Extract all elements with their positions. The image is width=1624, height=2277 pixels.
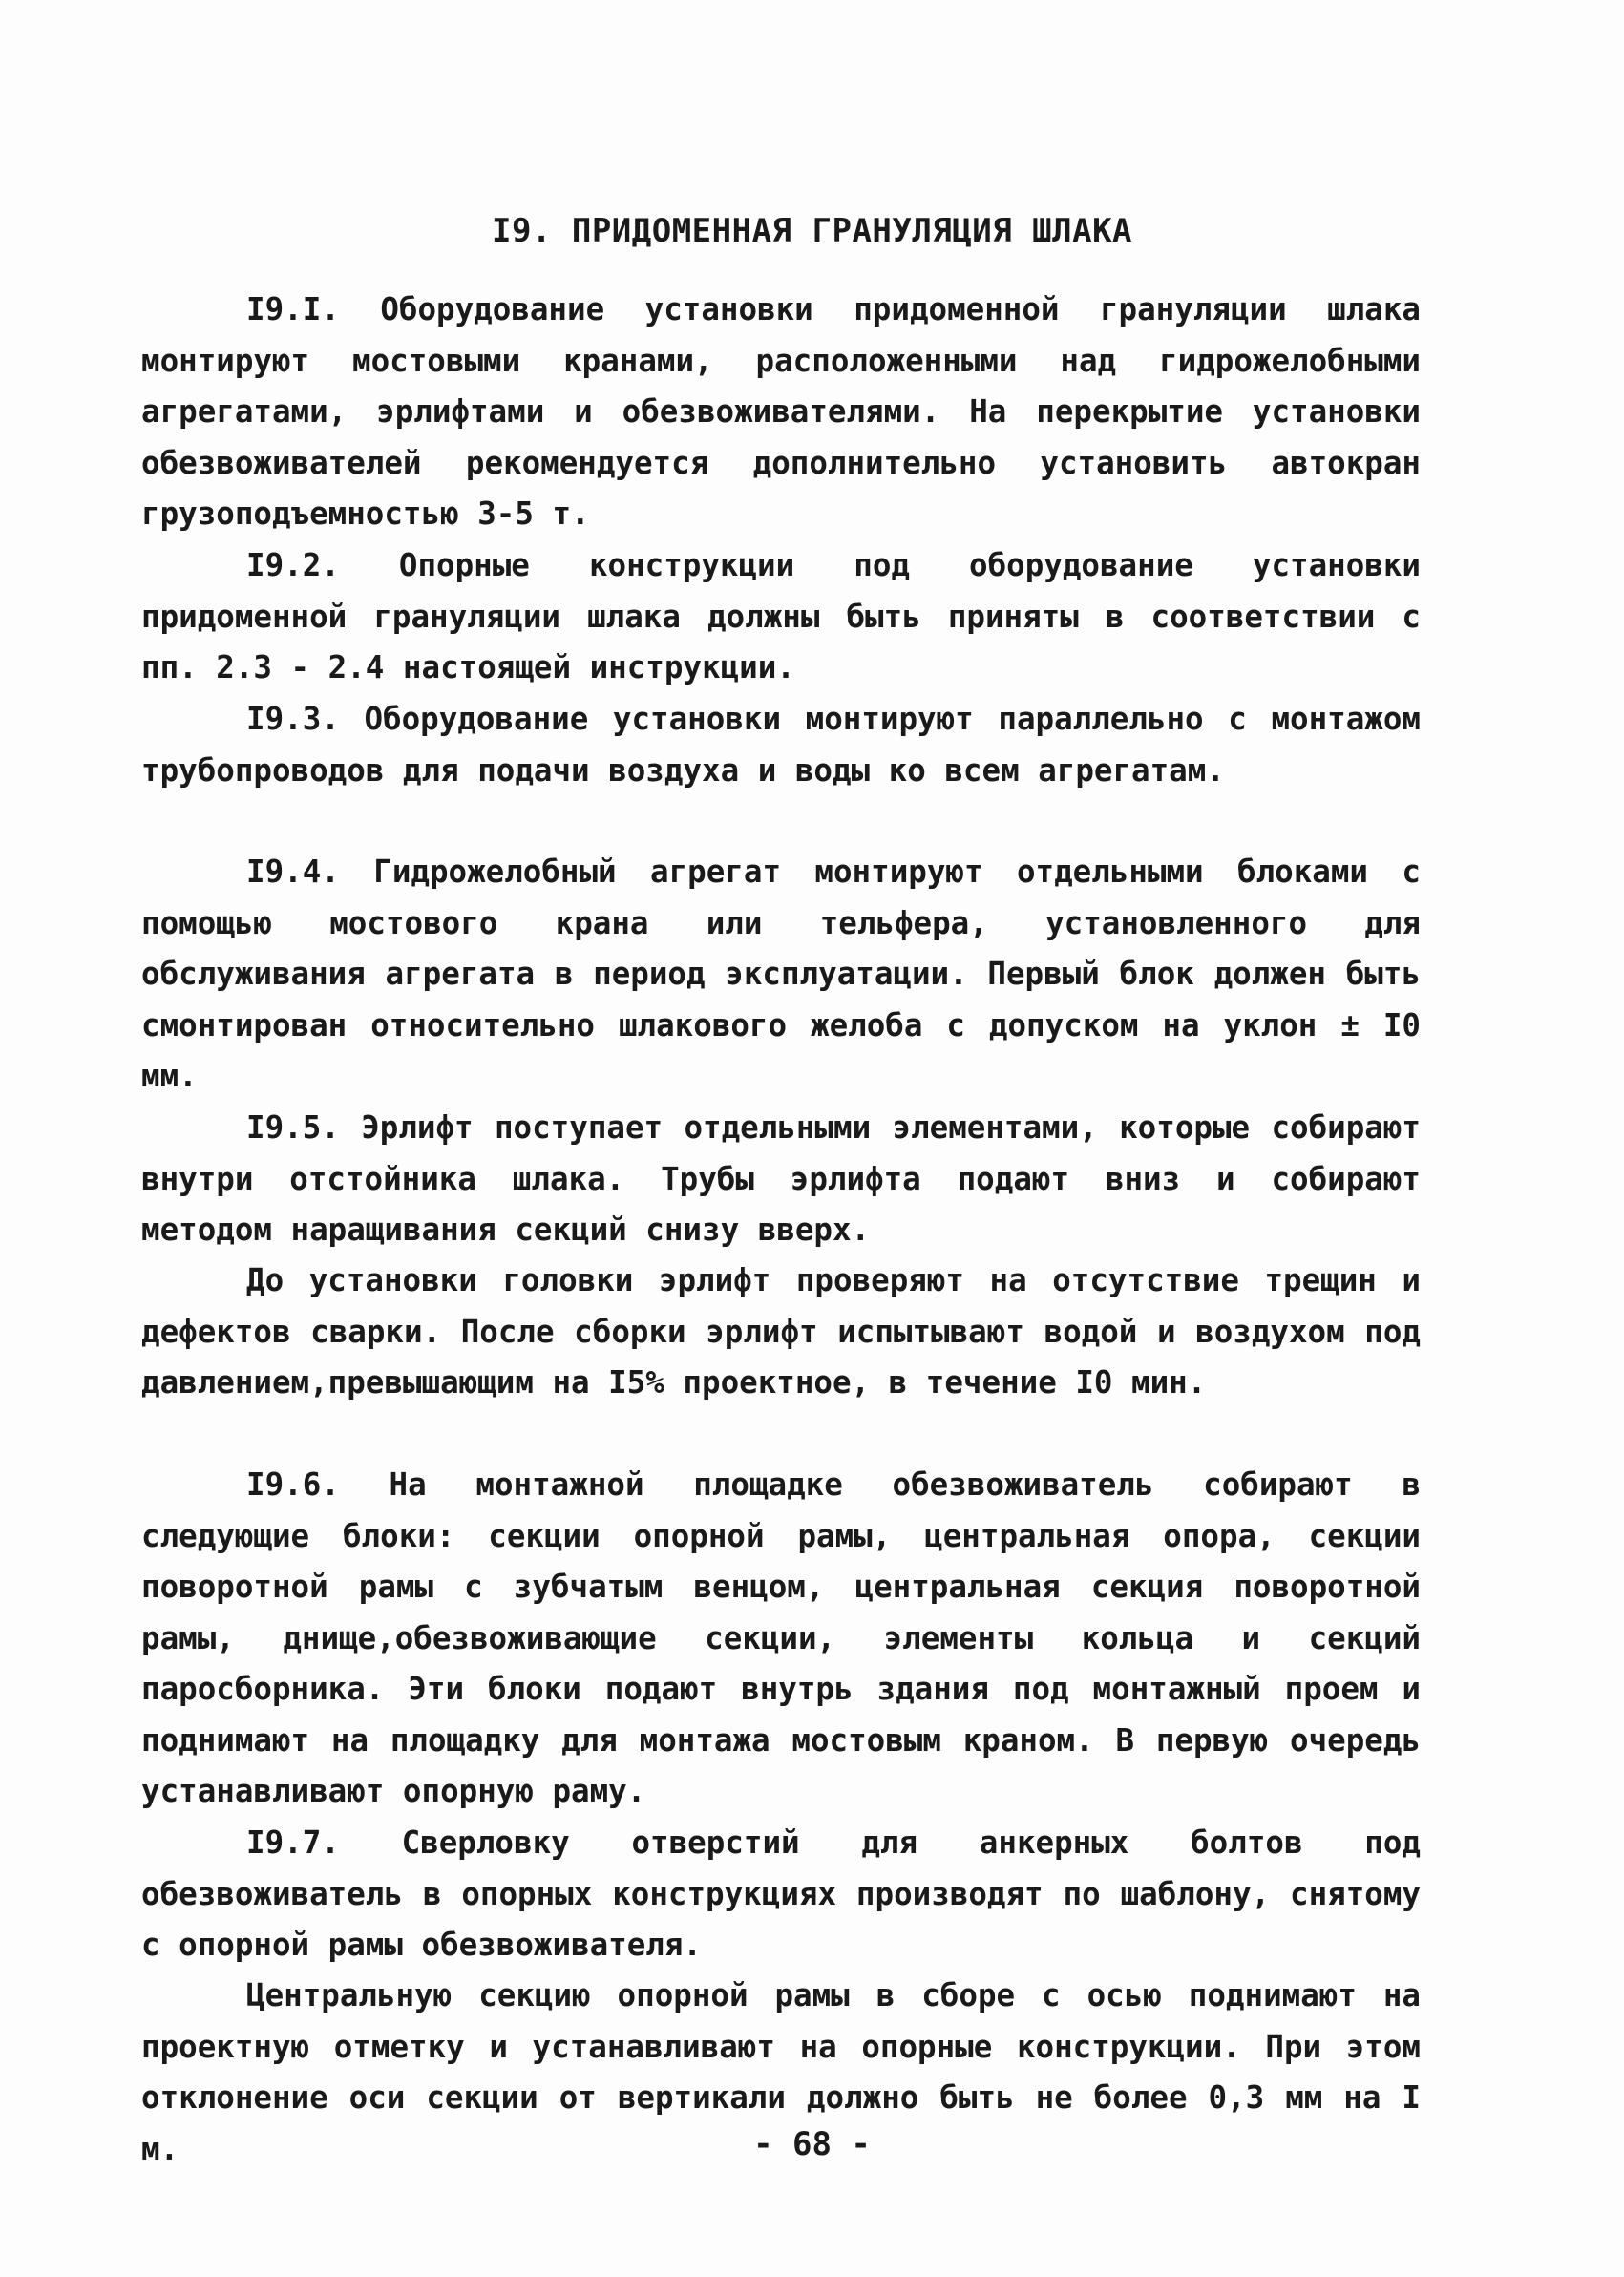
paragraph-19-1: I9.I. Оборудование установки придоменной грануляции шлака монтируют мостовыми кранами, расположенными над гидрожелобными агрегатами, эрлифтами и обезвоживателями. На перекрытие установки обезвоживателей рекомендуется дополнительно установить автокран грузоподъемностью 3-5 т. (141, 291, 1421, 532)
paragraph-19-7: I9.7. Сверловку отверстий для анкерных болтов под обезвоживатель в опорных конструкциях производят по шаблону, снятому с опорной рамы обезвоживателя. (141, 1824, 1421, 1963)
paragraph-19-6: I9.6. На монтажной площадке обезвоживатель собирают в следующие блоки: секции опорной рамы, центральная опора, секции поворотной рамы с зубчатым венцом, центральная секция поворотной рамы, днище,обезвоживающие секции, элементы кольца и секций паросборника. Эти блоки подают внутрь здания под монтажный проем и поднимают на площадку для монтажа мостовым краном. В первую очередь устанавливают опорную раму. (141, 1466, 1421, 1809)
paragraph-19-7-central-section: Центральную секцию опорной рамы в сборе с осью поднимают на проектную отметку и устанавливают на опорные конструкции. При этом отклонение оси секции от вертикали должно быть не более 0,3 мм на I м. (141, 1977, 1421, 2167)
paragraph-19-3: I9.3. Оборудование установки монтируют параллельно с монтажом трубопроводов для подачи воздуха и воды ко всем агрегатам. (141, 701, 1421, 789)
paragraph-19-4: I9.4. Гидрожелобный агрегат монтируют отдельными блоками с помощью мостового крана или тельфера, установленного для обслуживания агрегата в период эксплуатации. Первый блок должен быть смонтирован относительно шлакового желоба с допуском на уклон ± I0 мм. (141, 854, 1421, 1094)
paragraph-19-5: I9.5. Эрлифт поступает отдельными элементами, которые собирают внутри отстойника шлака. Трубы эрлифта подают вниз и собирают методом наращивания секций снизу вверх. (141, 1109, 1421, 1248)
section-title: I9. ПРИДОМЕННАЯ ГРАНУЛЯЦИЯ ШЛАКА (491, 212, 1133, 250)
paragraph-19-5-testing: До установки головки эрлифт проверяют на отсутствие трещин и дефектов сварки. После сборки эрлифт испытывают водой и воздухом под давлением,превышающим на I5% проектное, в течение I0 мин. (141, 1262, 1421, 1401)
page-number: - 68 - (753, 2125, 871, 2163)
paragraph-19-2: I9.2. Опорные конструкции под оборудование установки придоменной грануляции шлака должны быть приняты в соответствии с пп. 2.3 - 2.4 настоящей инструкции. (141, 547, 1421, 685)
